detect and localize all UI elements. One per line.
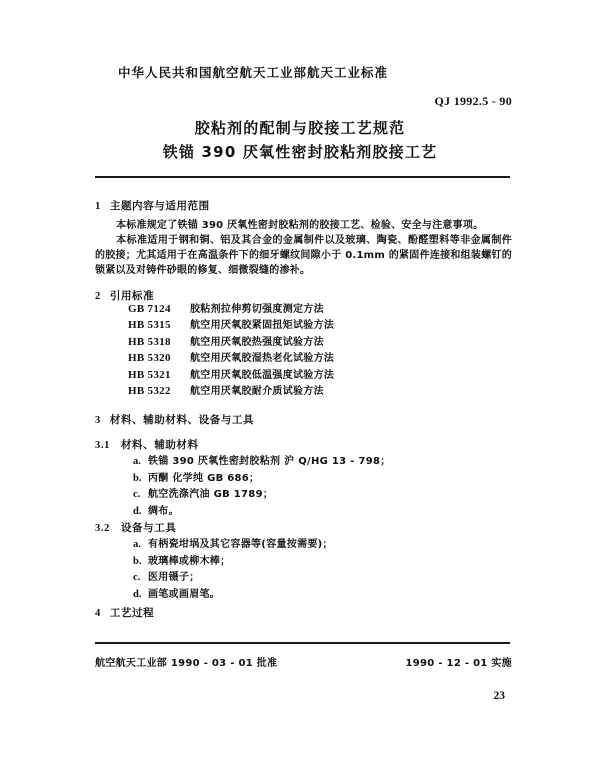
reference-item bbox=[128, 382, 334, 398]
section-1-paragraph-1 bbox=[95, 218, 512, 233]
section-2-title: 引用标准 bbox=[109, 290, 155, 302]
list-item-text: 丙酮 化学纯 GB 686； bbox=[148, 472, 260, 484]
section-3-1-title: 材料、辅助材料 bbox=[120, 439, 199, 451]
page-number: 23 bbox=[493, 690, 505, 702]
reference-code: HB 5320 bbox=[128, 352, 171, 365]
list-item-marker: d. bbox=[133, 505, 142, 517]
reference-title: 航空用厌氧胶低温强度试验方法 bbox=[190, 369, 335, 381]
list-item-marker: b. bbox=[133, 472, 142, 484]
section-1-paragraph-2-text: 本标准适用于钢和铜、铝及其合金的金属制件以及玻璃、陶瓷、酚醛塑料等非金属制件的胶接；尤其适用于在高温条件下的细牙螺纹间隙小于 0.1mm 的紧固件连接和组装螺钉的锁紧以及对铸件砂眼的修复、细微裂缝的渗补。 bbox=[95, 235, 512, 277]
reference-title: 航空用厌氧胶紧固扭矩试验方法 bbox=[190, 320, 335, 332]
list-item bbox=[133, 452, 391, 469]
section-4-number: 4 bbox=[95, 608, 101, 619]
reference-title: 航空用厌氧胶湿热老化试验方法 bbox=[190, 353, 335, 365]
list-item-marker: a. bbox=[133, 456, 141, 467]
list-item bbox=[133, 502, 391, 519]
section-3-2-number: 3.2 bbox=[95, 523, 110, 534]
section-4-heading bbox=[95, 605, 154, 620]
list-item-marker: c. bbox=[133, 572, 141, 583]
section-3-2-title: 设备与工具 bbox=[120, 522, 177, 534]
section-3-heading bbox=[95, 412, 254, 427]
document-title-line-1: 胶粘剂的配制与胶接工艺规范 bbox=[194, 119, 406, 137]
footer-divider bbox=[95, 642, 510, 644]
section-3-2-heading bbox=[95, 520, 176, 535]
list-item-text: 航空洗涤汽油 GB 1789； bbox=[148, 489, 274, 500]
list-item-marker: d. bbox=[133, 588, 142, 600]
list-item bbox=[133, 469, 391, 486]
list-item-marker: b. bbox=[133, 555, 142, 567]
section-1-number: 1 bbox=[95, 201, 101, 212]
reference-code: HB 5318 bbox=[128, 335, 171, 348]
section-1-title: 主题内容与适用范围 bbox=[109, 200, 210, 212]
header-divider bbox=[95, 176, 510, 178]
list-item-text: 铁锚 390 厌氧性密封胶粘剂 沪 Q/HG 13 - 798； bbox=[148, 456, 391, 467]
list-item bbox=[133, 485, 391, 502]
issuing-body-heading: 中华人民共和国航空航天工业部航天工业标准 bbox=[118, 65, 389, 80]
reference-item bbox=[128, 333, 334, 349]
section-4-title: 工艺过程 bbox=[109, 607, 155, 619]
reference-code: HB 5322 bbox=[128, 384, 171, 397]
list-item-text: 玻璃棒或柳木棒； bbox=[148, 555, 231, 567]
list-item-marker: a. bbox=[133, 539, 141, 550]
list-item bbox=[133, 568, 333, 585]
standard-number: QJ 1992.5 - 90 bbox=[434, 94, 512, 108]
section-3-1-number: 3.1 bbox=[95, 440, 110, 451]
implementation-statement: 1990 - 12 - 01 实施 bbox=[405, 658, 512, 669]
materials-item-list bbox=[133, 452, 391, 518]
section-3-title: 材料、辅助材料、设备与工具 bbox=[109, 414, 255, 426]
approval-statement: 航空航天工业部 1990 - 03 - 01 批准 bbox=[95, 658, 278, 669]
list-item-text: 有柄瓷坩埚及其它容器等(容量按需要)； bbox=[148, 539, 333, 550]
reference-item bbox=[128, 300, 334, 316]
section-3-1-heading bbox=[95, 437, 199, 452]
section-3-number: 3 bbox=[95, 415, 101, 426]
reference-item bbox=[128, 316, 334, 332]
list-item bbox=[133, 552, 333, 569]
list-item-text: 画笔或画眉笔。 bbox=[148, 588, 221, 600]
referenced-standards-list bbox=[128, 300, 334, 398]
section-2-number: 2 bbox=[95, 291, 101, 302]
list-item-text: 医用镊子； bbox=[148, 572, 200, 583]
section-1-paragraph-1-text: 本标准规定了铁锚 390 厌氧性密封胶粘剂的胶接工艺、检验、安全与注意事项。 bbox=[116, 220, 484, 231]
reference-code: GB 7124 bbox=[128, 303, 171, 315]
reference-item bbox=[128, 349, 334, 365]
reference-code: HB 5321 bbox=[128, 368, 171, 381]
reference-item bbox=[128, 366, 334, 382]
document-title-line-2: 铁锚 390 厌氧性密封胶粘剂胶接工艺 bbox=[162, 143, 438, 161]
reference-title: 航空用厌氧胶热强度试验方法 bbox=[190, 336, 324, 348]
section-1-paragraph-2 bbox=[95, 233, 512, 279]
equipment-item-list bbox=[133, 535, 333, 601]
list-item-text: 绸布。 bbox=[148, 505, 179, 517]
reference-title: 航空用厌氧胶耐介质试验方法 bbox=[190, 385, 324, 397]
reference-title: 胶粘剂拉伸剪切强度测定方法 bbox=[190, 304, 324, 315]
list-item bbox=[133, 585, 333, 602]
list-item-marker: c. bbox=[133, 489, 141, 500]
section-1-heading bbox=[95, 198, 210, 213]
list-item bbox=[133, 535, 333, 552]
reference-code: HB 5315 bbox=[128, 319, 171, 332]
